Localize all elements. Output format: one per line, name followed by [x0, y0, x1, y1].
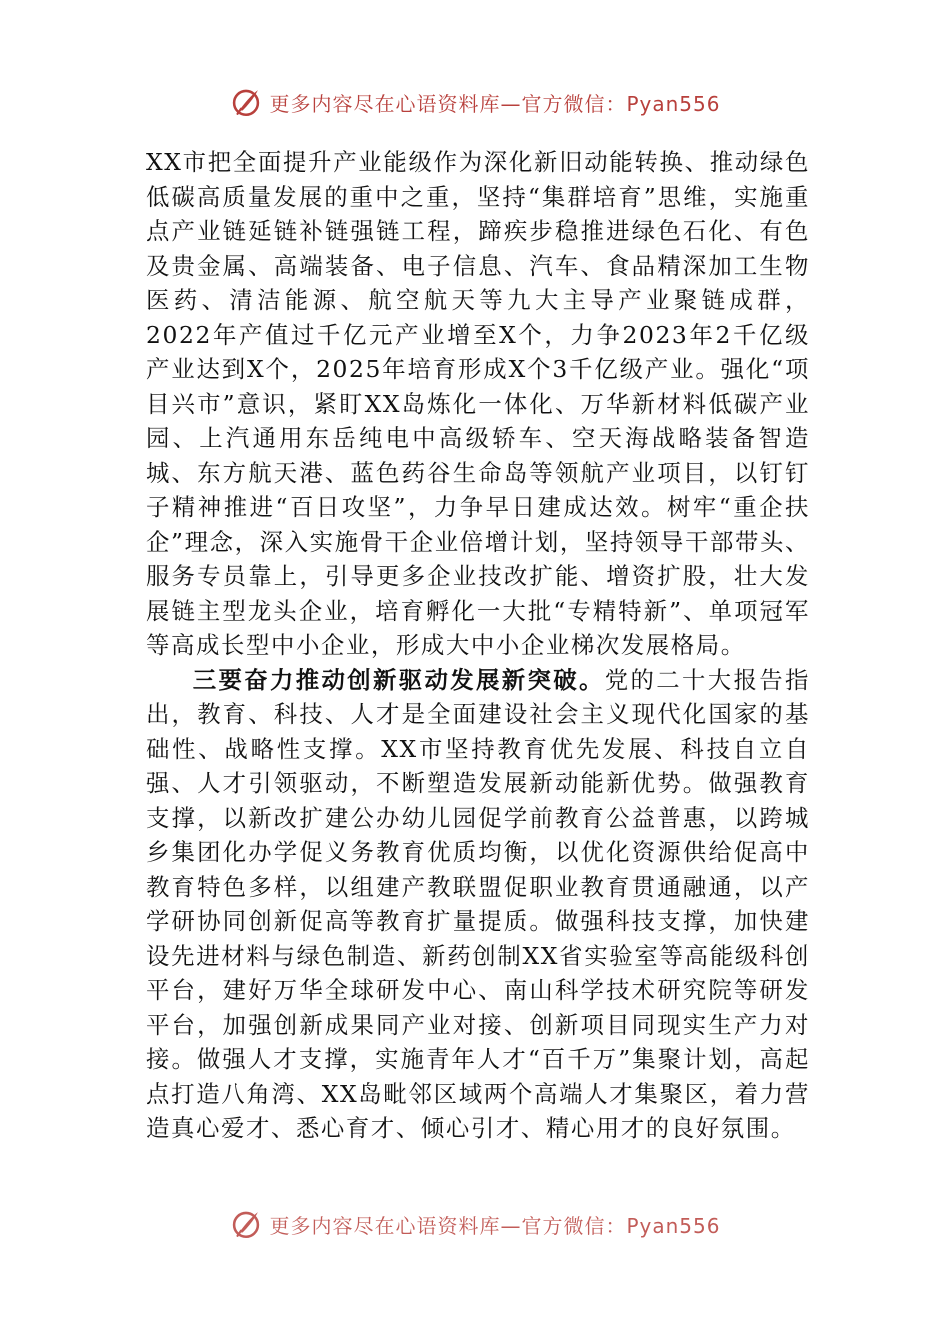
header-watermark	[0, 82, 950, 122]
paragraph-innovation	[146, 663, 810, 1146]
footer-watermark	[0, 1204, 950, 1244]
quill-seal-logo-icon	[229, 1207, 263, 1241]
watermark-text: 更多内容尽在心语资料库—官方微信：Pyan556	[269, 91, 721, 116]
paragraph-text: 党的二十大报告指出，教育、科技、人才是全面建设社会主义现代化国家的基础性、战略性支撑。XX市坚持教育优先发展、科技自立自强、人才引领驱动，不断塑造发展新动能新优势。做强教育支撑，以新改扩建公办幼儿园促学前教育公益普惠，以跨城乡集团化办学促义务教育优质均衡，以优化资源供给促高中教育特色多样，以组建产教联盟促职业教育贯通融通，以产学研协同创新促高等教育扩量提质。做强科技支撑，加快建设先进材料与绿色制造、新药创制XX省实验室等高能级科创平台，建好万华全球研发中心、南山科学技术研究院等研发平台，加强创新成果同产业对接、创新项目同现实生产力对接。做强人才支撑，实施青年人才“百千万”集聚计划，高起点打造八角湾、XX岛毗邻区域两个高端人才集聚区，着力营造真心爱才、悉心育才、倾心引才、精心用才的良好氛围。	[146, 665, 810, 1142]
paragraph-industry	[146, 145, 810, 663]
quill-seal-logo-icon	[229, 85, 263, 119]
watermark-text: 更多内容尽在心语资料库—官方微信：Pyan556	[269, 1213, 721, 1238]
paragraph-text: XX市把全面提升产业能级作为深化新旧动能转换、推动绿色低碳高质量发展的重中之重，坚持“集群培育”思维，实施重点产业链延链补链强链工程，蹄疾步稳推进绿色石化、有色及贵金属、高端装备、电子信息、汽车、食品精深加工生物医药、清洁能源、航空航天等九大主导产业聚链成群，2022年产值过千亿元产业增至X个，力争2023年2千亿级产业达到X个，2025年培育形成X个3千亿级产业。强化“项目兴市”意识，紧盯XX岛炼化一体化、万华新材料低碳产业园、上汽通用东岳纯电中高级轿车、空天海战略装备智造城、东方航天港、蓝色药谷生命岛等领航产业项目，以钉钉子精神推进“百日攻坚”，力争早日建成达效。树牢“重企扶企”理念，深入实施骨干企业倍增计划，坚持领导干部带头、服务专员靠上，引导更多企业技改扩能、增资扩股，壮大发展链主型龙头企业，培育孵化一大批“专精特新”、单项冠军等高成长型中小企业，形成大中小企业梯次发展格局。	[146, 148, 810, 659]
document-body	[146, 145, 810, 1146]
paragraph-lead-heading: 三要奋力推动创新驱动发展新突破。	[192, 665, 605, 694]
